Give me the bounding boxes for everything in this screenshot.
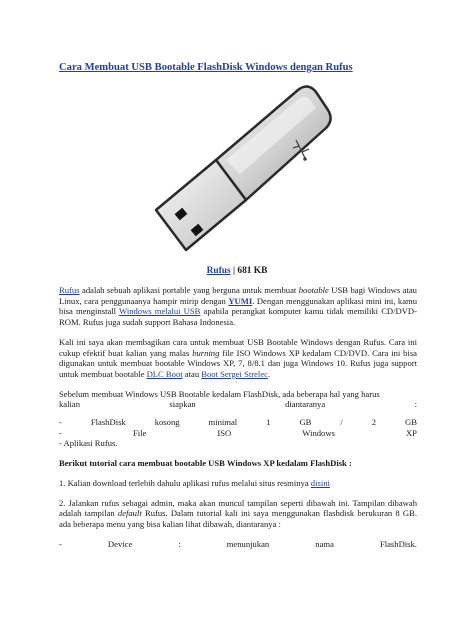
step-3: - Device : menunjukan nama FlashDisk. <box>59 538 417 549</box>
strelec-link[interactable]: Boot Sergei Strelec <box>201 368 268 379</box>
article-body <box>59 285 417 549</box>
requirements-intro-row: kalian siapkan diantaranya : <box>59 399 417 410</box>
image-caption <box>0 266 474 276</box>
step-1: 1. Kalian download terlebih dahulu aplikasi rufus melalui situs resminya disini <box>59 477 330 488</box>
paragraph-requirements: Sebelum membuat Windows USB Bootable kedalam FlashDisk, ada beberapa hal yang harus kalian siapkan diantaranya : - FlashDisk kosong minimal 1 GB / 2 GB - File ISO Windows XP - Aplikasi Rufus. <box>59 388 417 449</box>
rufus-link[interactable]: Rufus <box>59 285 80 295</box>
paragraph-intro: Rufus adalah sebuah aplikasi portable yang berguna untuk membuat bootable USB bagi Windows atau Linux, cara penggunaanya hampir mirip dengan YUMI. Dengan menggunakan aplikasi mini ini, kamu bisa menginstall Windows melalui USB apabila perangkat komputer kamu tidak memiliki CD/DVD-ROM. Rufus juga sudah support Bahasa Indonesia. <box>59 285 418 328</box>
tutorial-heading: Berikut tutorial cara membuat bootable USB Windows XP kedalam FlashDisk : <box>59 458 352 469</box>
paragraph-explain: Kali ini saya akan membagikan cara untuk membuat USB Bootable Windows dengan Rufus. Cara ini cukup efektif buat kalian yang malas burning file ISO Windows XP kedalam CD/DVD. Cara ini bisa digunakan untuk membuat bootable Windows XP, 7, 8/8.1 dan juga Windows 10. Rufus juga support untuk membuat bootable DLC Boot atau Boot Sergei Strelec. <box>59 336 417 379</box>
list-item: - Aplikasi Rufus. <box>59 438 118 449</box>
article-title[interactable]: Cara Membuat USB Bootable FlashDisk Windows dengan Rufus <box>59 62 353 73</box>
list-item: - File ISO Windows XP <box>59 427 417 438</box>
yumi-link[interactable]: YUMI <box>228 295 253 306</box>
download-link[interactable]: disini <box>310 477 330 488</box>
step-2: 2. Jalankan rufus sebagai admin, maka akan muncul tampilan seperti dibawah ini. Tampilan dibawah adalah tampilan default Rufus. Dalam tutorial kali ini saya menggunakan flashdisk berukuran 8 GB. ada beberapa menu yang bisa kalian lihat dibawah, diantaranya : <box>59 497 417 529</box>
list-item: - FlashDisk kosong minimal 1 GB / 2 GB <box>59 417 417 428</box>
windows-usb-link[interactable]: Windows melalui USB <box>119 306 201 317</box>
rufus-caption-link[interactable]: Rufus <box>206 266 231 276</box>
dlc-boot-link[interactable]: DLC Boot <box>146 368 183 379</box>
usb-flashdisk-icon <box>148 82 333 254</box>
caption-size: | 681 KB <box>230 266 268 276</box>
